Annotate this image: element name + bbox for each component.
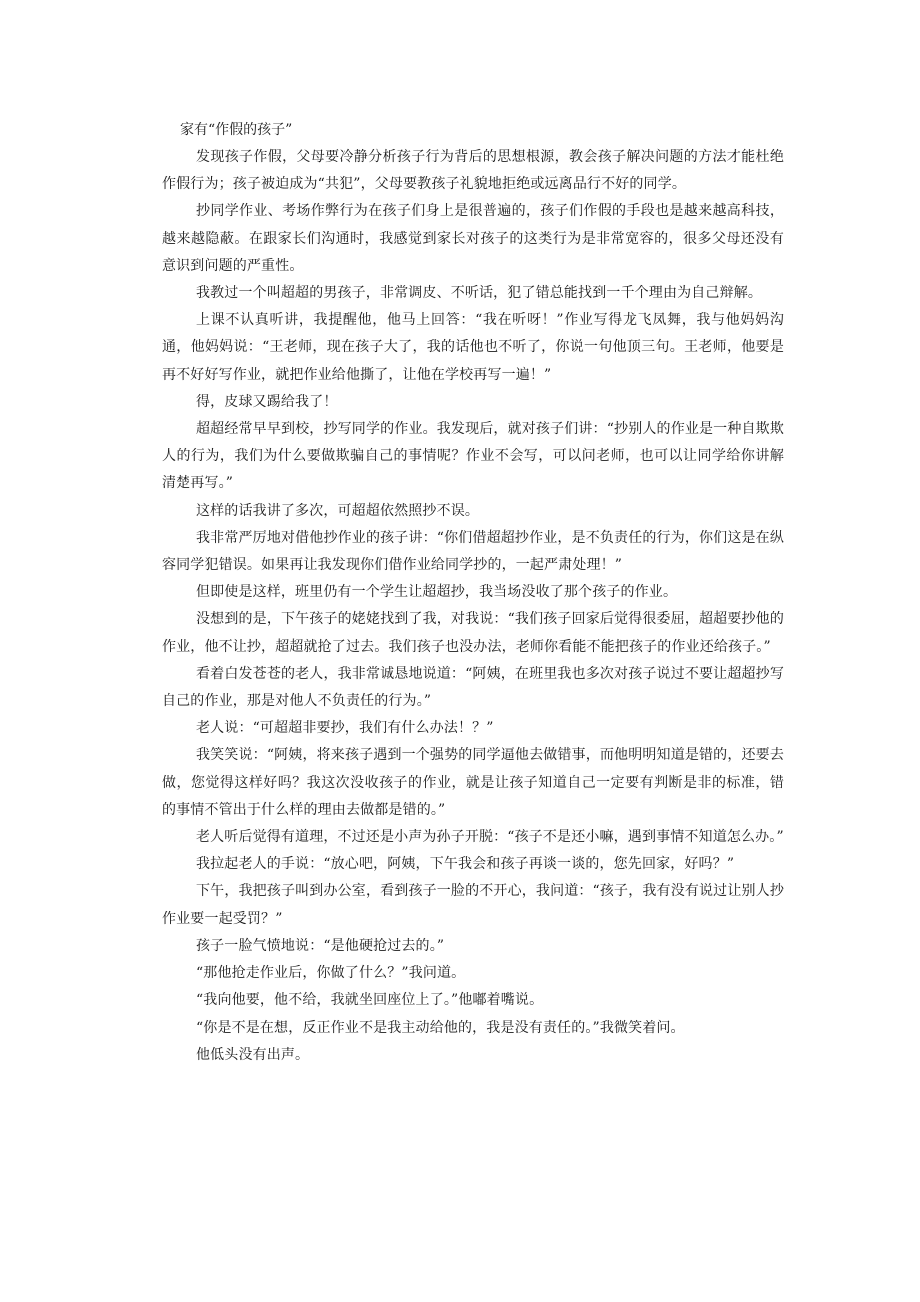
paragraph: 孩子一脸气愤地说：“是他硬抢过去的。”: [196, 937, 445, 954]
paragraph: “我向他要，他不给，我就坐回座位上了。”他嘟着嘴说。: [196, 992, 544, 1009]
paragraph: 得，皮球又踢给我了！: [196, 393, 338, 410]
paragraph: 抄同学作业、考场作弊行为在孩子们身上是很普遍的，孩子们作假的手段也是越来越高科技，越来越隐蔽。在跟家长们沟通时，我感觉到家长对孩子的这类行为是非常宽容的，很多父母还没有意识到问题的严重性。: [162, 203, 784, 274]
paragraph: 老人听后觉得有道理，不过还是小声为孙子开脱：“孩子不是还小嘛，遇到事情不知道怎么办。”: [196, 829, 784, 846]
paragraph: 老人说：“可超超非要抄，我们有什么办法！？”: [196, 720, 494, 737]
paragraph: 我教过一个叫超超的男孩子，非常调皮、不听话，犯了错总能找到一千个理由为自己辩解。: [196, 285, 762, 302]
paragraph: 下午，我把孩子叫到办公室，看到孩子一脸的不开心，我问道：“孩子，我有没有说过让别人抄作业要一起受罚？”: [162, 883, 784, 927]
paragraph: 我笑笑说：“阿姨，将来孩子遇到一个强势的同学逼他去做错事，而他明明知道是错的，还要去做，您觉得这样好吗？我这次没收孩子的作业，就是让孩子知道自己一定要有判断是非的标准，错的事情不管出于什么样的理由去做都是错的。”: [162, 747, 784, 818]
document-body: [162, 117, 784, 1069]
paragraph: “你是不是在想，反正作业不是我主动给他的，我是没有责任的。”我微笑着问。: [196, 1019, 685, 1036]
document-title: 家有“作假的孩子”: [180, 122, 293, 138]
paragraph: 这样的话我讲了多次，可超超依然照抄不误。: [196, 502, 479, 519]
paragraph-list: [162, 144, 784, 1069]
paragraph: 我拉起老人的手说：“放心吧，阿姨，下午我会和孩子再谈一谈的，您先回家，好吗？”: [196, 856, 735, 873]
paragraph: 超超经常早早到校，抄写同学的作业。我发现后，就对孩子们讲：“抄别人的作业是一种自欺欺人的行为，我们为什么要做欺骗自己的事情呢？作业不会写，可以问老师，也可以让同学给你讲解清楚再写。”: [162, 421, 784, 492]
paragraph: 发现孩子作假，父母要冷静分析孩子行为背后的思想根源，教会孩子解决问题的方法才能杜绝作假行为；孩子被迫成为“共犯”，父母要教孩子礼貌地拒绝或远离品行不好的同学。: [162, 149, 784, 193]
paragraph: 但即使是这样，班里仍有一个学生让超超抄，我当场没收了那个孩子的作业。: [196, 584, 678, 601]
paragraph: 看着白发苍苍的老人，我非常诚恳地说道：“阿姨，在班里我也多次对孩子说过不要让超超抄写自己的作业，那是对他人不负责任的行为。”: [162, 665, 784, 710]
paragraph: 没想到的是，下午孩子的姥姥找到了我，对我说：“我们孩子回家后觉得很委屈，超超要抄他的作业，他不让抄，超超就抢了过去。我们孩子也没办法，老师你看能不能把孩子的作业还给孩子。”: [162, 611, 784, 655]
paragraph: “那他抢走作业后，你做了什么？”我问道。: [196, 965, 466, 982]
paragraph: 我非常严厉地对借他抄作业的孩子讲：“你们借超超抄作业，是不负责任的行为，你们这是在纵容同学犯错误。如果再让我发现你们借作业给同学抄的，一起严肃处理！”: [162, 529, 784, 574]
paragraph: 上课不认真听讲，我提醒他，他马上回答：“我在听呀！”作业写得龙飞凤舞，我与他妈妈沟通，他妈妈说：“王老师，现在孩子大了，我的话他也不听了，你说一句他顶三句。王老师，他要是再不好好写作业，就把作业给他撕了，让他在学校再写一遍！”: [162, 312, 784, 383]
paragraph: 他低头没有出声。: [196, 1046, 310, 1063]
